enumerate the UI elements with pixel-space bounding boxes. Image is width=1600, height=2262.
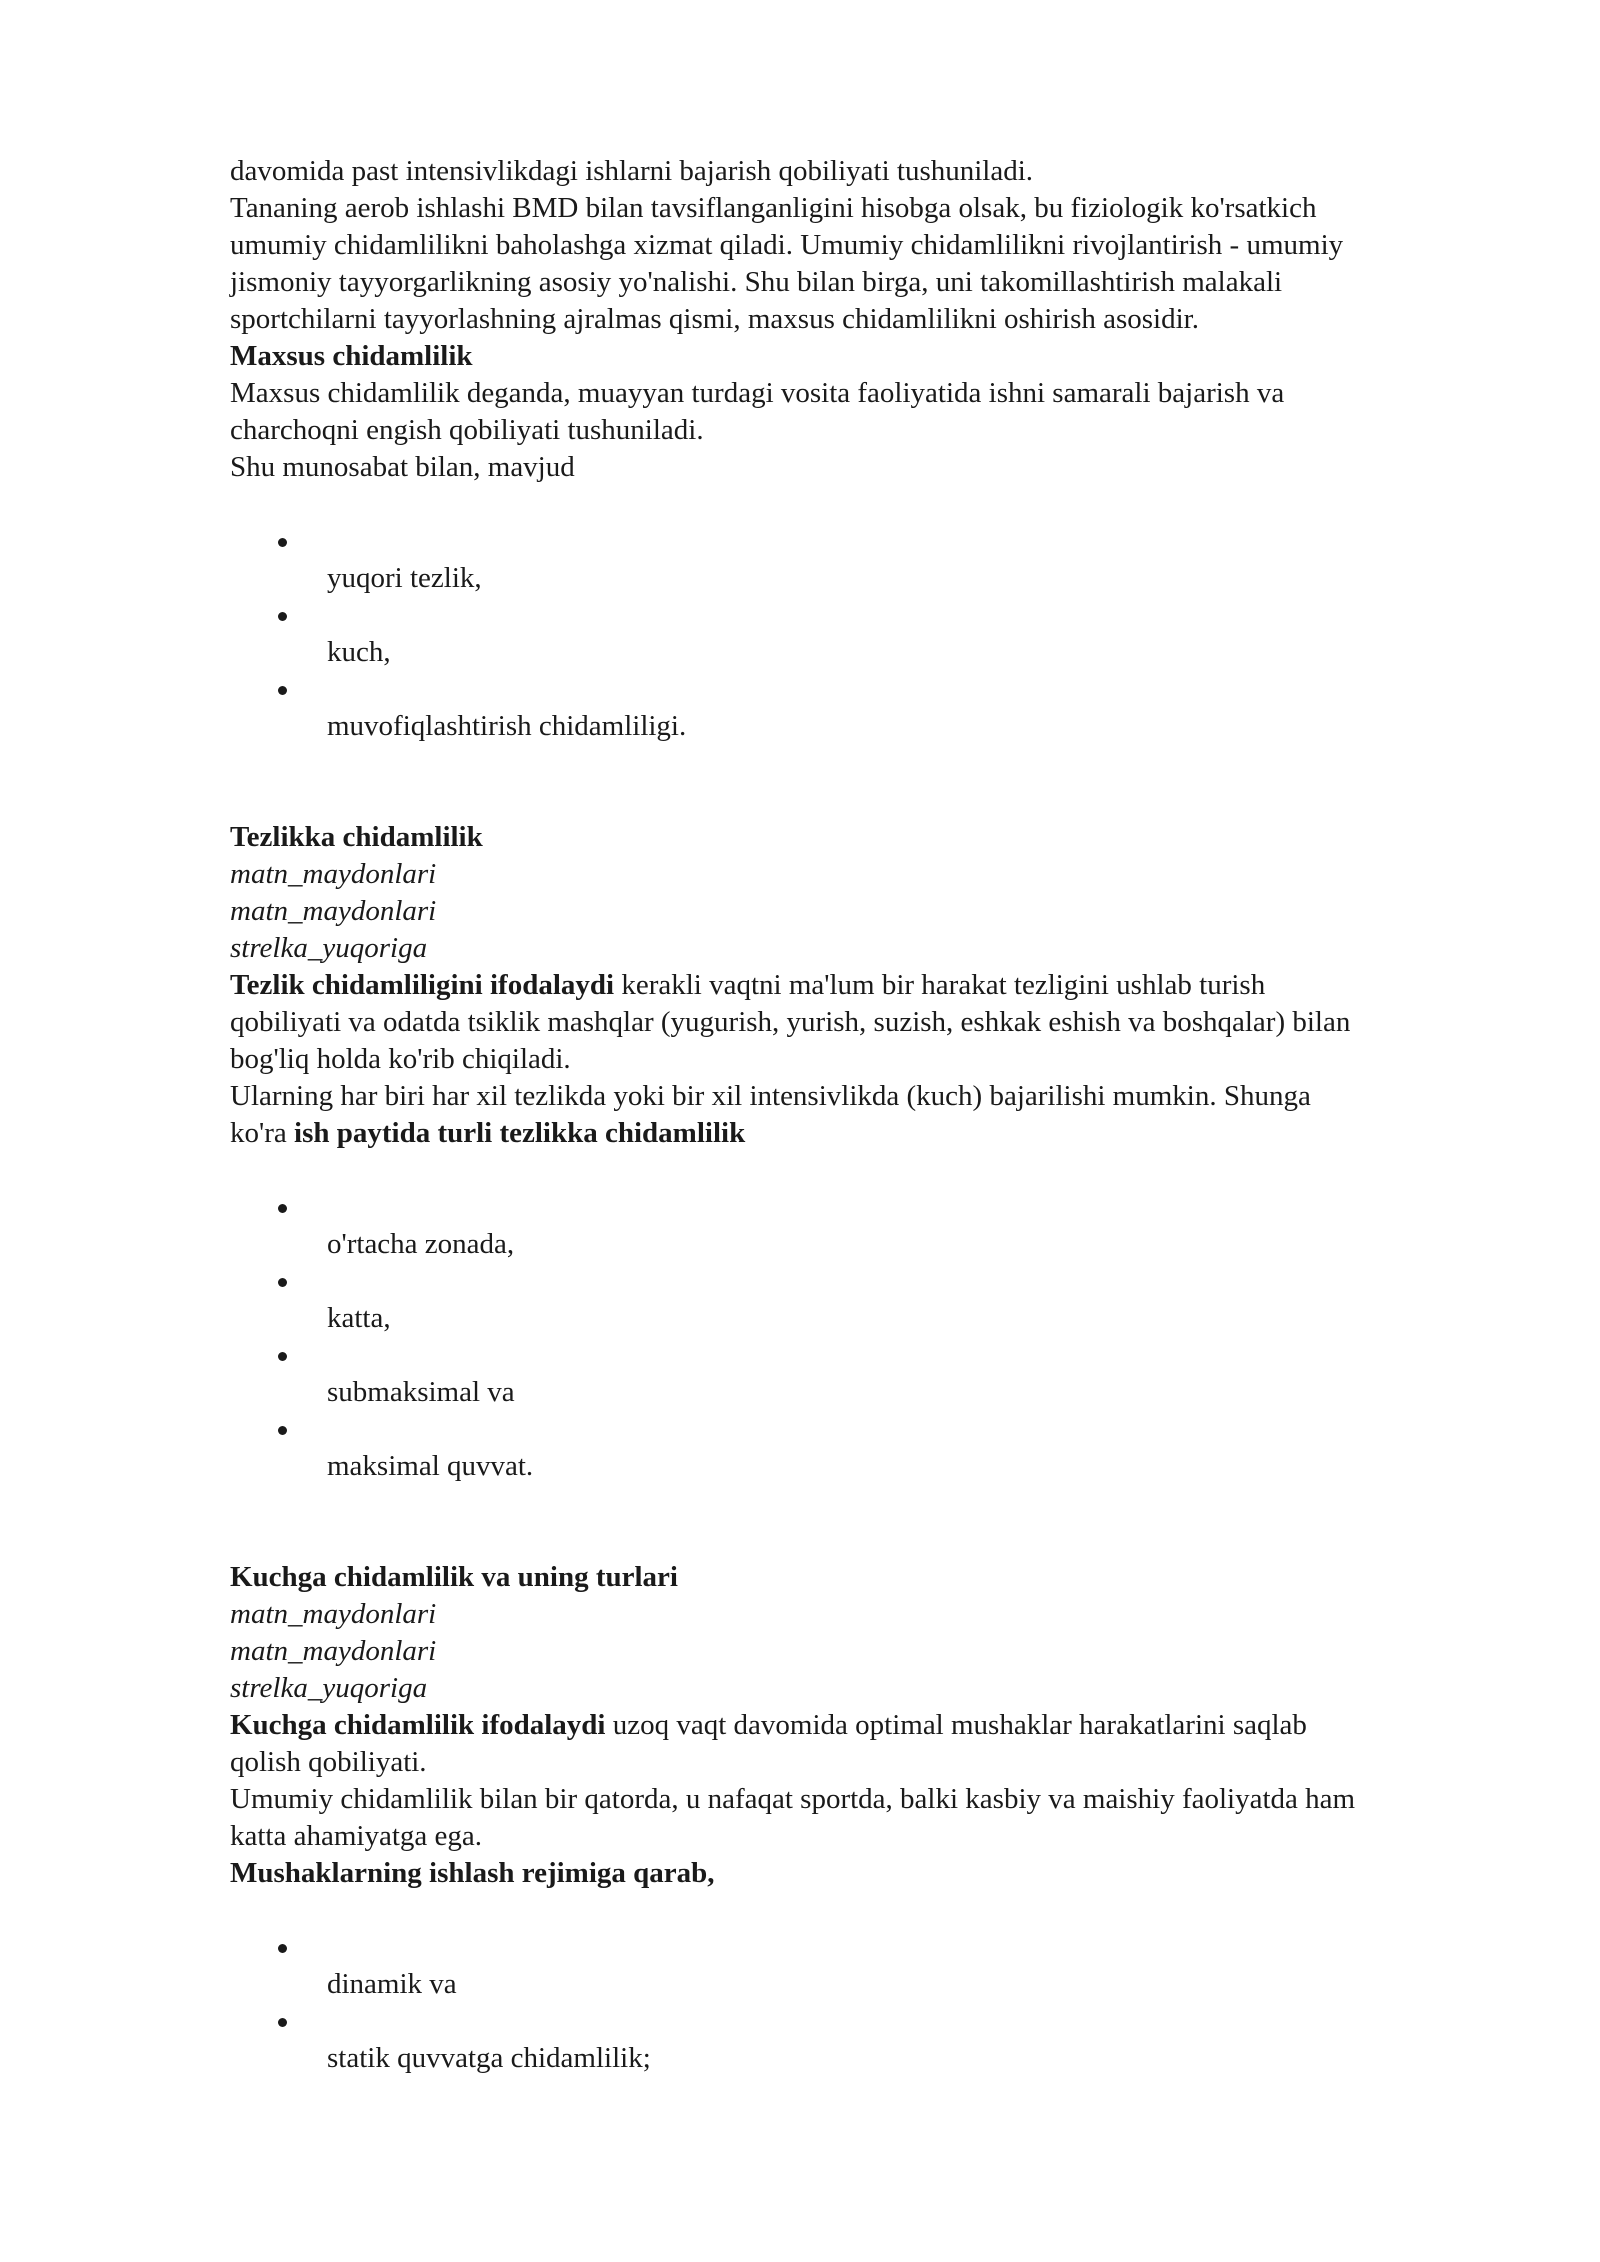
bold-phrase: ish paytida turli tezlikka chidamlilik <box>294 1117 746 1149</box>
bullet-icon <box>278 1352 287 1361</box>
list-item <box>230 523 1500 597</box>
list-item-text: o'rtacha zonada, <box>327 1228 515 1260</box>
paragraph-line: umumiy chidamlilikni baholashga xizmat qiladi. Umumiy chidamlilikni rivojlantirish - umumiy <box>230 229 1344 261</box>
list-item <box>230 1929 1500 2003</box>
bold-lead: Tezlik chidamliligini ifodalaydi <box>230 969 615 1001</box>
section-heading-strength: Kuchga chidamlilik va uning turlari <box>230 1561 678 1593</box>
bold-lead: Kuchga chidamlilik ifodalaydi <box>230 1709 606 1741</box>
paragraph-line <box>230 967 1500 1004</box>
placeholder-text: matn_maydonlari <box>230 858 437 890</box>
list-item-text: katta, <box>327 1302 391 1334</box>
document-body <box>230 153 1500 2077</box>
paragraph-line: katta ahamiyatga ega. <box>230 1820 483 1852</box>
list-item <box>230 1189 1500 1263</box>
paragraph-text: kerakli vaqtni ma'lum bir harakat tezligini ushlab turish <box>614 969 1266 1001</box>
placeholder-text: strelka_yuqoriga <box>230 932 428 964</box>
paragraph-line: qobiliyati va odatda tsiklik mashqlar (yugurish, yurish, suzish, eshkak eshish va boshqalar) bilan <box>230 1006 1351 1038</box>
bullet-icon <box>278 1944 287 1953</box>
bullet-icon <box>278 1278 287 1287</box>
paragraph-line: Maxsus chidamlilik deganda, muayyan turdagi vosita faoliyatida ishni samarali bajarish va <box>230 377 1285 409</box>
list-item-text: maksimal quvvat. <box>327 1450 534 1482</box>
paragraph-text: uzoq vaqt davomida optimal mushaklar harakatlarini saqlab <box>605 1709 1307 1741</box>
placeholder-text: matn_maydonlari <box>230 1598 437 1630</box>
list-item <box>230 2003 1500 2077</box>
paragraph-line <box>230 1115 1500 1152</box>
list-item-text: dinamik va <box>327 1968 457 2000</box>
paragraph-line: sportchilarni tayyorlashning ajralmas qismi, maxsus chidamlilikni oshirish asosidir. <box>230 303 1199 335</box>
list-item-text: statik quvvatga chidamlilik; <box>327 2042 651 2074</box>
paragraph-line: davomida past intensivlikdagi ishlarni bajarish qobiliyati tushuniladi. <box>230 155 1034 187</box>
list-item-text: muvofiqlashtirish chidamliligi. <box>327 710 687 742</box>
paragraph-line: Ularning har biri har xil tezlikda yoki bir xil intensivlikda (kuch) bajarilishi mumkin. Shunga <box>230 1080 1311 1112</box>
section-heading-speed: Tezlikka chidamlilik <box>230 821 483 853</box>
list-item-text: submaksimal va <box>327 1376 515 1408</box>
list-item-text: yuqori tezlik, <box>327 562 482 594</box>
bullet-list-special <box>230 523 1500 745</box>
paragraph-line: bog'liq holda ko'rib chiqiladi. <box>230 1043 571 1075</box>
paragraph-line: qolish qobiliyati. <box>230 1746 427 1778</box>
list-item <box>230 1411 1500 1485</box>
paragraph-line: charchoqni engish qobiliyati tushuniladi. <box>230 414 704 446</box>
bullet-list-speed <box>230 1189 1500 1485</box>
paragraph-line: Umumiy chidamlilik bilan bir qatorda, u nafaqat sportda, balki kasbiy va maishiy faoliyatda ham <box>230 1783 1356 1815</box>
bullet-icon <box>278 538 287 547</box>
bullet-icon <box>278 1204 287 1213</box>
bold-line: Mushaklarning ishlash rejimiga qarab, <box>230 1857 715 1889</box>
placeholder-text: matn_maydonlari <box>230 895 437 927</box>
section-heading-special: Maxsus chidamlilik <box>230 340 473 372</box>
bullet-list-strength <box>230 1929 1500 2077</box>
paragraph-text: ko'ra <box>230 1117 295 1149</box>
placeholder-text: matn_maydonlari <box>230 1635 437 1667</box>
paragraph-line <box>230 1707 1500 1744</box>
paragraph-line: jismoniy tayyorgarlikning asosiy yo'nalishi. Shu bilan birga, uni takomillashtirish malakali <box>230 266 1283 298</box>
bullet-icon <box>278 1426 287 1435</box>
list-item <box>230 671 1500 745</box>
paragraph-line: Shu munosabat bilan, mavjud <box>230 451 575 483</box>
bullet-icon <box>278 686 287 695</box>
list-item-text: kuch, <box>327 636 391 668</box>
placeholder-text: strelka_yuqoriga <box>230 1672 428 1704</box>
bullet-icon <box>278 612 287 621</box>
list-item <box>230 597 1500 671</box>
paragraph-line: Tananing aerob ishlashi BMD bilan tavsiflanganligini hisobga olsak, bu fiziologik ko'rsatkich <box>230 192 1317 224</box>
list-item <box>230 1263 1500 1337</box>
list-item <box>230 1337 1500 1411</box>
bullet-icon <box>278 2018 287 2027</box>
